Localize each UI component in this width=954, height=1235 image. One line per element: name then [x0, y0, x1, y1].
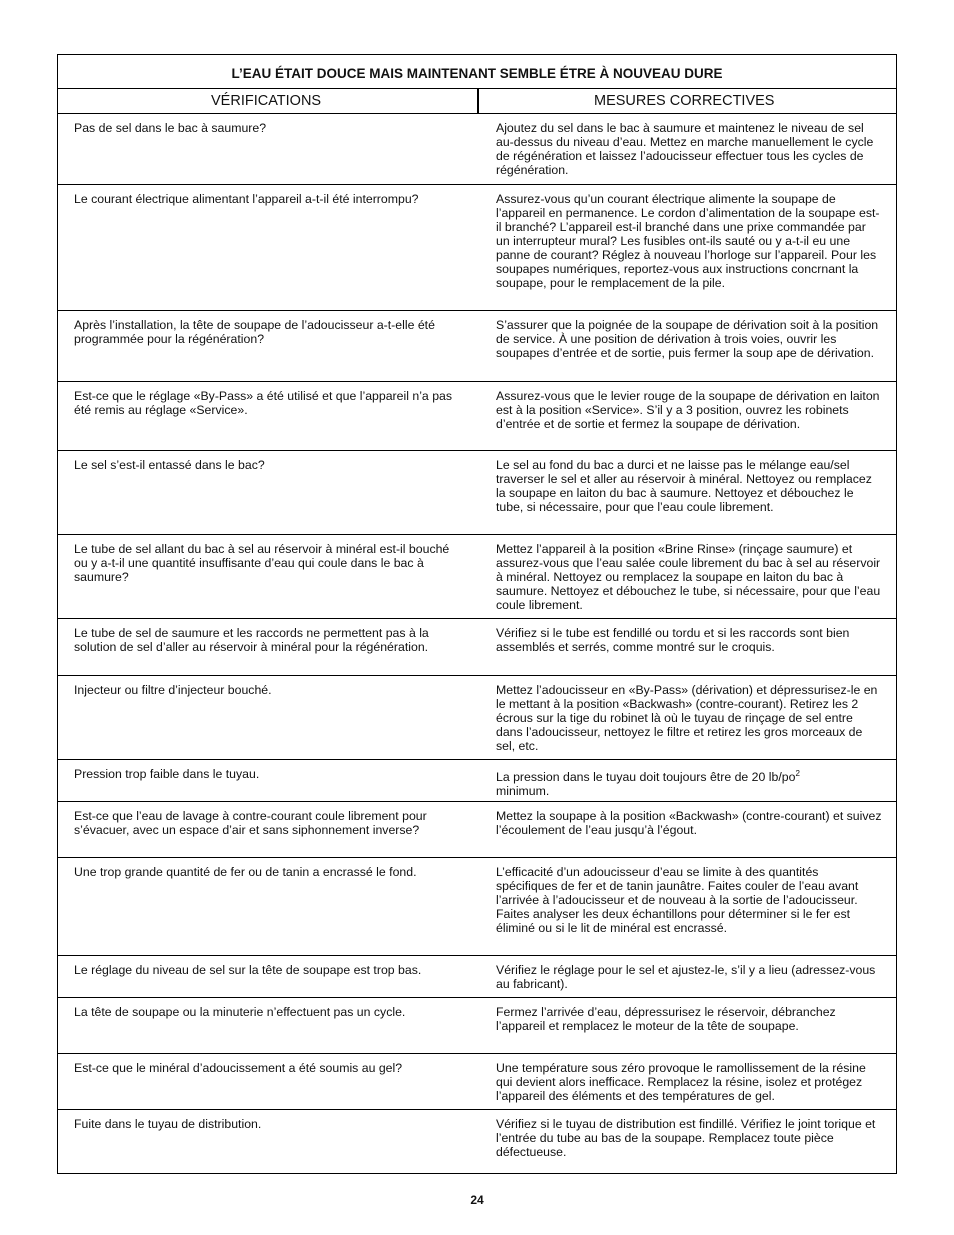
table-row — [58, 998, 896, 1054]
table-row — [58, 956, 896, 998]
check-cell: Injecteur ou filtre d’injecteur bouché. — [74, 683, 272, 697]
fix-cell: Le sel au fond du bac a durci et ne laisse pas le mélange eau/sel traverser le sel et aller au réservoir à minéral. Nettoyez ou remplacez la soupape en laiton du bac à saumure. Nettoyez et débouchez le tube, si nécessaire, pour que l’eau coule librement. — [496, 458, 872, 514]
fix-text: La pression dans le tuyau doit toujours être de 20 lb/po — [496, 770, 796, 785]
table-title: L’EAU ÉTAIT DOUCE MAIS MAINTENANT SEMBLE ÉTRE À NOUVEAU DURE — [58, 55, 896, 89]
table-row — [58, 760, 896, 802]
fix-cell: Mettez l’adoucisseur en «By-Pass» (dérivation) et dépressurisez-le en le mettant à la position «Backwash» (contre-courant). Retirez les 2 écrous sur la tige du robinet là où le tuyau de rinçage de sel entre dans l’adoucisseur, nettoyez le filtre et retirez les gros morceaux de sel, etc. — [496, 683, 878, 753]
fix-cell: Vérifiez si le tube est fendillé ou tordu et si les raccords sont bien assemblés et serrés, comme montré sur le croquis. — [496, 626, 850, 654]
table-row — [58, 535, 896, 619]
table-row — [58, 1110, 896, 1172]
check-cell: Est-ce que l’eau de lavage à contre-courant coule librement pour s’évacuer, avec un espace d’air et sans siphonnement inverse? — [74, 809, 427, 837]
column-header-checks: VÉRIFICATIONS — [211, 93, 322, 109]
check-cell: Le courant électrique alimentant l’appareil a-t-il été interrompu? — [74, 192, 419, 206]
page-number: 24 — [470, 1193, 484, 1207]
fix-cell: S’assurer que la poignée de la soupape de dérivation soit à la position de service. À une position de dérivation à trois voies, ouvrir les soupapes d’entrée et de sortie, puis fermer la soup ape de dérivation. — [496, 318, 879, 360]
table-row — [58, 619, 896, 676]
column-divider — [477, 89, 479, 114]
table-row — [58, 451, 896, 535]
check-cell: Pas de sel dans le bac à saumure? — [74, 121, 267, 135]
check-cell: Est-ce que le réglage «By-Pass» a été utilisé et que l’appareil n’a pas été remis au réglage «Service». — [74, 389, 453, 417]
table-row — [58, 311, 896, 382]
superscript: 2 — [795, 769, 800, 778]
fix-cell: Une température sous zéro provoque le ramollissement de la résine qui devient alors inefficace. Remplacez la résine, isolez et protégez l’appareil des éléments et des températures de gel. — [496, 1061, 866, 1103]
check-cell: Une trop grande quantité de fer ou de tanin a encrassé le fond. — [74, 865, 417, 879]
check-cell: Fuite dans le tuyau de distribution. — [74, 1117, 262, 1131]
fix-cell — [496, 767, 882, 798]
check-cell: Après l’installation, la tête de soupape de l’adoucisseur a-t-elle été programmée pour la régénération? — [74, 318, 435, 346]
table-row — [58, 676, 896, 760]
table-row — [58, 114, 896, 185]
check-cell: Est-ce que le minéral d’adoucissement a été soumis au gel? — [74, 1061, 403, 1075]
table-row — [58, 802, 896, 858]
table-row — [58, 185, 896, 311]
check-cell: Le tube de sel allant du bac à sel au réservoir à minéral est-il bouché ou y a-t-il une quantité insuffisante d’eau qui coule dans le bac à saumure? — [74, 542, 450, 584]
fix-cell: Assurez-vous qu’un courant électrique alimente la soupape de l’appareil en permanence. Le cordon d’alimentation de la soupape est-il branché? L’appareil est-il branché dans une prixe commandée par un interrupteur mural? Les fusibles ont-ils sauté ou y a-t-il eu une panne de courant? Réglez à nouveau l’horloge sur l’appareil. Pour les soupapes numériques, reportez-vous aux instructions concrnant la soupape, pour le remplacement de la pile. — [496, 192, 880, 290]
fix-cell: Assurez-vous que le levier rouge de la soupape de dérivation en laiton est à la position «Service». S’il y a 3 position, ouvrez les robinets d’entrée et de sortie et fermez la soupape de dérivation. — [496, 389, 880, 431]
table-row — [58, 858, 896, 956]
fix-cell: Vérifiez le réglage pour le sel et ajustez-le, s’il y a lieu (adressez-vous au fabricant). — [496, 963, 876, 991]
fix-cell: Mettez la soupape à la position «Backwash» (contre-courant) et suivez l’écoulement de l’eau jusqu’à l’égout. — [496, 809, 882, 837]
fix-cell: Vérifiez si le tuyau de distribution est findillé. Vérifiez le joint torique et l’entrée du tube au bas de la soupape. Remplacez toute pièce défectueuse. — [496, 1117, 876, 1159]
fix-cell: L’efficacité d’un adoucisseur d’eau se limite à des quantités spécifiques de fer et de tanin jaunâtre. Faites couler de l’eau avant l’arrivée à l’adoucisseur et de nouveau à la sortie de l’adoucisseur. Faites analyser les deux échantillons pour déterminer si le fer est éliminé ou si le lit de minéral est encrassé. — [496, 865, 859, 935]
troubleshooting-table — [57, 54, 897, 1174]
check-cell: Le réglage du niveau de sel sur la tête de soupape est trop bas. — [74, 963, 422, 977]
fix-cell: Ajoutez du sel dans le bac à saumure et maintenez le niveau de sel au-dessus du niveau d’eau. Mettez en marche manuellement le cycle de régénération et laissez l’adoucisseur effectuer tous les cycles de régénération. — [496, 121, 874, 177]
check-cell: Le tube de sel de saumure et les raccords ne permettent pas à la solution de sel d’aller au réservoir à minéral pour la régénération. — [74, 626, 429, 654]
check-cell: La tête de soupape ou la minuterie n’effectuent pas un cycle. — [74, 1005, 406, 1019]
fix-cell: Fermez l’arrivée d’eau, dépressurisez le réservoir, débranchez l’appareil et remplacez le moteur de la tête de soupape. — [496, 1005, 836, 1033]
fix-cell: Mettez l’appareil à la position «Brine Rinse» (rinçage saumure) et assurez-vous que l’eau salée coule librement du bac à sel au réservoir à minéral. Nettoyez ou remplacez la soupape en laiton du bac à saumure. Nettoyez et débouchez le tube, si nécessaire, pour que l’eau coule librement. — [496, 542, 881, 612]
check-cell: Le sel s’est-il entassé dans le bac? — [74, 458, 265, 472]
table-row — [58, 382, 896, 451]
table-row — [58, 1054, 896, 1110]
column-header-fixes: MESURES CORRECTIVES — [594, 93, 775, 109]
check-cell: Pression trop faible dans le tuyau. — [74, 767, 260, 781]
fix-text-cont: minimum. — [496, 784, 550, 799]
